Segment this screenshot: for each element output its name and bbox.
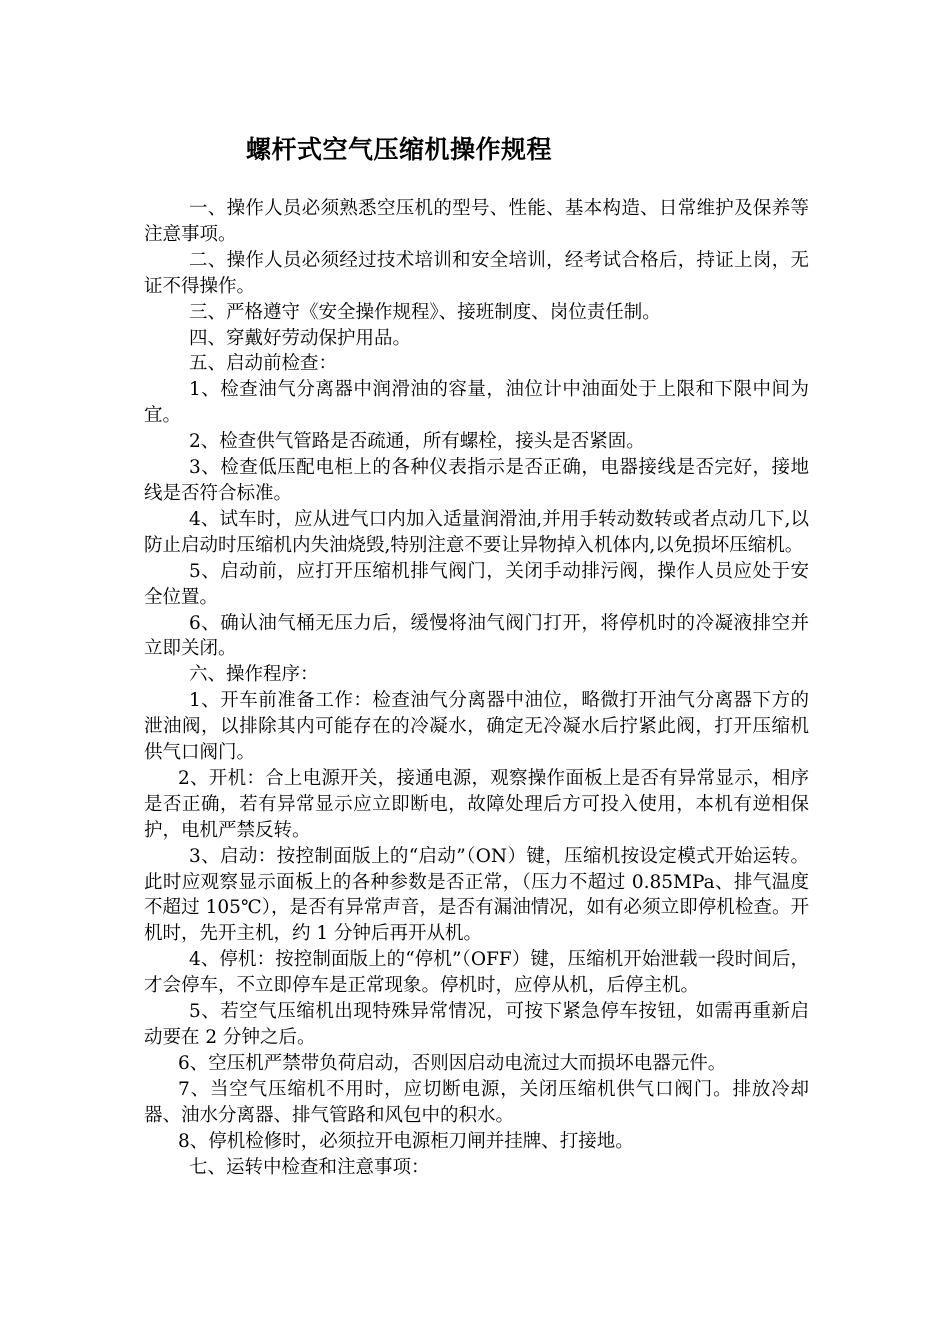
paragraph: 6、确认油气桶无压力后，缓慢将油气阀门打开，将停机时的冷凝液排空并立即关闭。	[144, 612, 809, 660]
paragraph: 4、试车时，应从进气口内加入适量润滑油,并用手转动数转或者点动几下,以防止启动时压缩机内失油烧毁,特别注意不要让异物掉入机体内,以免损坏压缩机。	[144, 508, 809, 556]
paragraph: 1、检查油气分离器中润滑油的容量，油位计中油面处于上限和下限中间为宜。	[144, 379, 809, 427]
paragraph: 四、穿戴好劳动保护用品。	[189, 327, 412, 349]
paragraph: 二、操作人员必须经过技术培训和安全培训，经考试合格后，持证上岗，无证不得操作。	[144, 249, 809, 297]
paragraph: 2、开机：合上电源开关，接通电源，观察操作面板上是否有异常显示，相序是否正确，若有异常显示应立即断电，故障处理后方可投入使用，本机有逆相保护，电机严禁反转。	[144, 767, 809, 841]
paragraph: 1、开车前准备工作：检查油气分离器中油位，略微打开油气分离器下方的泄油阀，以排除其内可能存在的冷凝水，确定无冷凝水后拧紧此阀，打开压缩机供气口阀门。	[144, 690, 809, 764]
paragraph: 六、操作程序：	[189, 664, 319, 686]
paragraph: 3、检查低压配电柜上的各种仪表指示是否正确，电器接线是否完好，接地线是否符合标准。	[144, 457, 809, 504]
paragraph: 三、严格遵守《安全操作规程》、接班制度、岗位责任制。	[189, 301, 661, 323]
paragraph: 一、操作人员必须熟悉空压机的型号、性能、基本构造、日常维护及保养等注意事项。	[144, 198, 809, 245]
paragraph: 6、空压机严禁带负荷启动，否则因启动电流过大而损坏电器元件。	[178, 1052, 727, 1074]
paragraph: 8、停机检修时，必须拉开电源柜刀闸并挂牌、打接地。	[178, 1130, 634, 1152]
paragraph: 5、若空气压缩机出现特殊异常情况，可按下紧急停车按钮，如需再重新启动要在 2 分钟之后。	[144, 1001, 809, 1048]
paragraph: 七、运转中检查和注意事项：	[189, 1156, 430, 1178]
paragraph: 2、检查供气管路是否疏通，所有螺栓，接头是否紧固。	[189, 431, 645, 453]
document-title: 螺杆式空气压缩机操作规程	[246, 135, 553, 164]
paragraph: 5、启动前，应打开压缩机排气阀门，关闭手动排污阀，操作人员应处于安全位置。	[144, 560, 809, 608]
document-body	[144, 196, 809, 1180]
paragraph: 五、启动前检查：	[189, 353, 338, 375]
paragraph: 4、停机：按控制面版上的“停机”（OFF）键，压缩机开始泄载一段时间后，才会停车，不立即停车是正常现象。停机时，应停从机，后停主机。	[144, 949, 809, 997]
paragraph: 3、启动：按控制面版上的“启动”（ON）键，压缩机按设定模式开始运转。此时应观察显示面板上的各种参数是否正常，（压力不超过 0.85MPa、排气温度不超过 105℃），是否有异常声音，是否有漏油情况，如有必须立即停机检查。开机时，先开主机，约 1 分钟后再开从机。	[144, 845, 809, 945]
paragraph: 7、当空气压缩机不用时，应切断电源，关闭压缩机供气口阀门。排放冷却器、油水分离器、排气管路和风包中的积水。	[144, 1078, 809, 1126]
